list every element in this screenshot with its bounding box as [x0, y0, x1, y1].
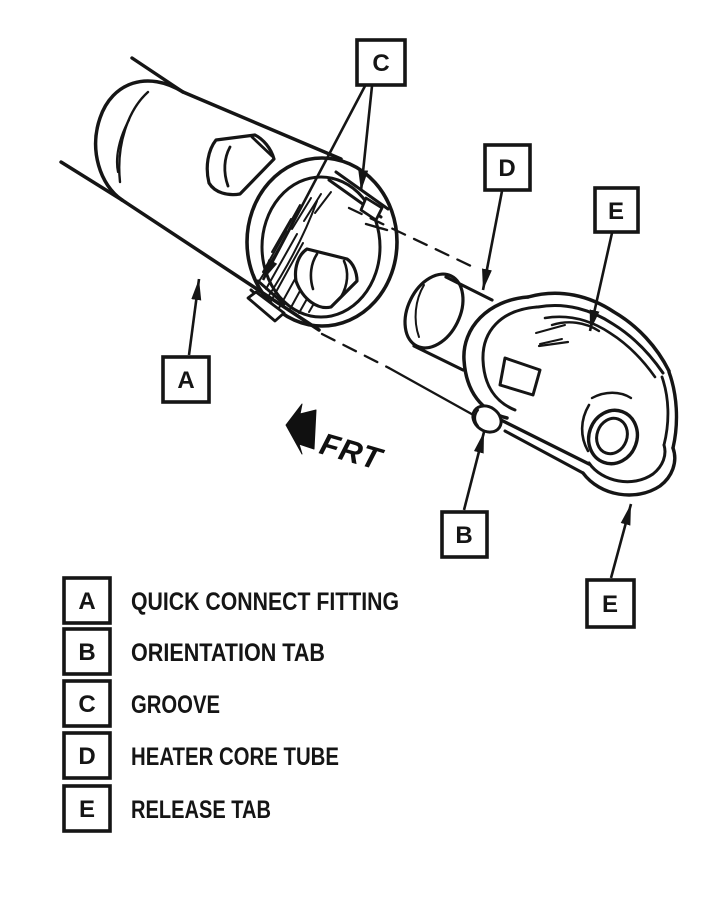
side-port-hole	[581, 403, 645, 470]
legend	[64, 578, 399, 831]
heater-core-tube-drawing	[394, 265, 677, 495]
legend-row-c	[64, 681, 220, 726]
legend-label-e: RELEASE TAB	[131, 796, 271, 824]
callout-boxes	[163, 40, 638, 627]
legend-key-b: B	[78, 639, 96, 666]
legend-key-d: D	[78, 743, 96, 770]
legend-label-b: ORIENTATION TAB	[131, 639, 325, 667]
legend-row-a	[64, 578, 399, 623]
callout-letter-d: D	[498, 155, 516, 182]
legend-row-d	[64, 733, 339, 778]
callout-box-d	[485, 145, 530, 190]
fitting-back-end	[96, 81, 183, 200]
callout-box-e-bottom	[587, 580, 634, 627]
legend-label-c: GROOVE	[131, 691, 220, 719]
callout-arrow-d	[483, 191, 502, 290]
callout-letter-b: B	[455, 522, 473, 549]
release-tab-wing	[528, 293, 669, 377]
release-tab-end-flange	[583, 445, 675, 495]
frt-direction-mark	[286, 404, 388, 478]
callout-arrow-e-bottom	[611, 504, 631, 578]
frt-arrow-icon	[286, 404, 316, 454]
frt-label: FRT	[316, 426, 386, 478]
legend-key-a: A	[78, 588, 96, 615]
callout-letter-c: C	[372, 50, 390, 77]
callout-box-a	[163, 357, 209, 402]
hose-lines	[61, 58, 183, 200]
quick-connect-fitting-drawing	[96, 81, 397, 330]
callout-box-b	[442, 512, 487, 557]
retainer-collar	[464, 297, 565, 418]
callout-arrow-a	[189, 279, 199, 355]
tube-bottom-edge	[414, 346, 463, 370]
retainer-body	[499, 322, 676, 473]
fitting-mouth-slot	[295, 249, 357, 308]
legend-label-d: HEATER CORE TUBE	[131, 743, 339, 771]
legend-row-b	[64, 629, 325, 674]
fitting-top-slot	[207, 135, 274, 195]
callout-letter-e-top: E	[607, 198, 625, 225]
orientation-tab	[468, 401, 506, 438]
legend-row-e	[64, 786, 271, 831]
callout-arrow-b	[464, 432, 484, 510]
callout-letter-e-bottom: E	[601, 591, 619, 618]
callout-box-e-top	[595, 188, 638, 232]
callout-box-c	[357, 40, 405, 85]
legend-key-e: E	[78, 796, 96, 823]
legend-key-c: C	[78, 691, 96, 718]
callout-letter-a: A	[177, 367, 195, 394]
legend-label-a: QUICK CONNECT FITTING	[131, 588, 399, 616]
tube-end-cap	[394, 265, 475, 358]
